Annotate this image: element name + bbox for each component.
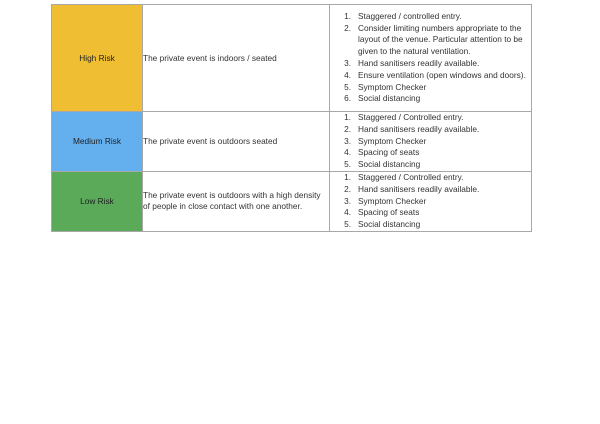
measure-text: Hand sanitisers readily available.: [358, 123, 480, 134]
measure-number: 3.: [344, 58, 351, 68]
measure-text: Symptom Checker: [358, 81, 427, 92]
measure-number: 6.: [344, 93, 351, 104]
measure-text: Symptom Checker: [358, 195, 427, 206]
measure-number: 1.: [344, 112, 351, 122]
measure-text: Social distancing: [358, 93, 421, 104]
measure-number: 2.: [344, 22, 351, 33]
measure-text: Spacing of seats: [358, 207, 420, 218]
measure-number: 5.: [344, 159, 351, 170]
measure-text: Social distancing: [358, 219, 421, 230]
measure-text: Social distancing: [358, 159, 421, 170]
measure-number: 2.: [344, 183, 351, 194]
measure-text: Staggered / controlled entry.: [358, 10, 462, 21]
measure-item: [330, 172, 531, 184]
measure-item: [330, 159, 531, 171]
measure-item: [330, 124, 531, 136]
measure-number: 3.: [344, 135, 351, 146]
measure-number: 5.: [344, 81, 351, 92]
risk-level-cell: Medium Risk: [52, 112, 143, 172]
measure-text: Ensure ventilation (open windows and doors).: [358, 69, 526, 80]
measures-cell: [330, 5, 532, 112]
risk-table-body: [52, 5, 532, 232]
measure-item: [330, 147, 531, 159]
measure-text: Spacing of seats: [358, 147, 420, 158]
measure-text: Staggered / Controlled entry.: [358, 171, 464, 182]
measure-number: 2.: [344, 123, 351, 134]
risk-row-medium: [52, 112, 532, 172]
measure-item: [330, 207, 531, 219]
risk-level-cell: Low Risk: [52, 171, 143, 231]
measure-item: [330, 70, 531, 82]
risk-row-low: [52, 171, 532, 231]
measure-text: Hand sanitisers readily available.: [358, 183, 480, 194]
measure-item: [330, 58, 531, 70]
measures-cell: [330, 171, 532, 231]
measure-number: 4.: [344, 147, 351, 158]
measure-text: Consider limiting numbers appropriate to the layout of the venue. Particular attention to be given to the natural ventilation.: [358, 22, 523, 57]
measure-number: 1.: [344, 171, 351, 182]
measure-number: 4.: [344, 69, 351, 80]
measure-item: [330, 82, 531, 94]
measures-list: [330, 11, 531, 105]
event-description: The private event is outdoors with a high density of people in close contact with one another.: [143, 171, 330, 231]
measure-number: 3.: [344, 195, 351, 206]
measure-text: Staggered / Controlled entry.: [358, 112, 464, 122]
risk-table: [51, 4, 532, 232]
measure-item: [330, 219, 531, 231]
measure-item: [330, 196, 531, 208]
measure-number: 4.: [344, 207, 351, 218]
risk-level-cell: High Risk: [52, 5, 143, 112]
measure-item: [330, 93, 531, 105]
measure-item: [330, 136, 531, 148]
measure-text: Symptom Checker: [358, 135, 427, 146]
measure-item: [330, 184, 531, 196]
measures-list: [330, 172, 531, 231]
measure-number: 1.: [344, 10, 351, 21]
measure-number: 5.: [344, 219, 351, 230]
measure-item: [330, 112, 531, 124]
risk-row-high: [52, 5, 532, 112]
event-description: The private event is outdoors seated: [143, 112, 330, 172]
measure-item: [330, 23, 531, 58]
measure-text: Hand sanitisers readily available.: [358, 58, 480, 68]
measures-list: [330, 112, 531, 171]
measure-item: [330, 11, 531, 23]
measures-cell: [330, 112, 532, 172]
event-description: The private event is indoors / seated: [143, 5, 330, 112]
